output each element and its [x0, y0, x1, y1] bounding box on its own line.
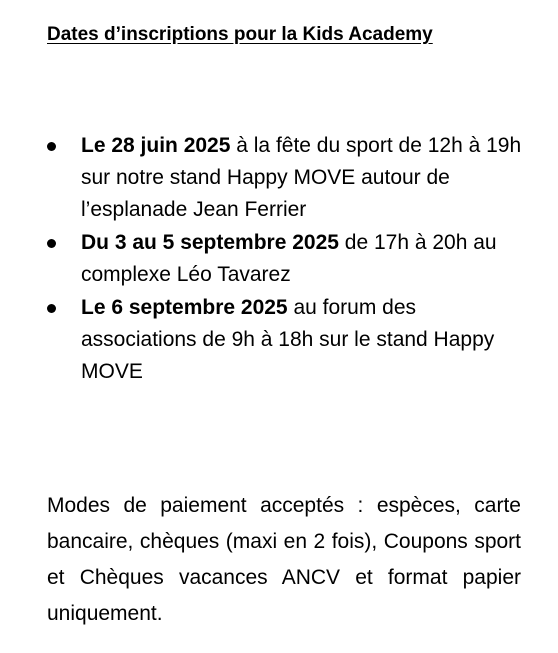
- payment-methods-text: Modes de paiement acceptés : espèces, carte bancaire, chèques (maxi en 2 fois), Coupons sport et Chèques vacances ANCV et format papier uniquement.: [47, 494, 521, 625]
- bullet-icon: [47, 239, 56, 248]
- date-label: Le 6 septembre 2025: [81, 296, 288, 319]
- date-details: au forum des associations de 9h à 18h sur le stand Happy MOVE: [81, 296, 495, 383]
- list-item: [0, 130, 558, 226]
- date-details: à la fête du sport de 12h à 19h sur notre stand Happy MOVE autour de l’esplanade Jean Ferrier: [81, 134, 522, 221]
- date-details: de 17h à 20h au complexe Léo Tavarez: [81, 231, 497, 286]
- registration-dates-list: [0, 130, 558, 389]
- list-item: [0, 292, 558, 388]
- bullet-icon: [47, 304, 56, 313]
- page-title: Dates d’inscriptions pour la Kids Academy: [47, 24, 433, 45]
- date-label: Le 28 juin 2025: [81, 134, 231, 157]
- bullet-icon: [47, 142, 56, 151]
- list-item: [0, 227, 558, 291]
- date-label: Du 3 au 5 septembre 2025: [81, 231, 339, 254]
